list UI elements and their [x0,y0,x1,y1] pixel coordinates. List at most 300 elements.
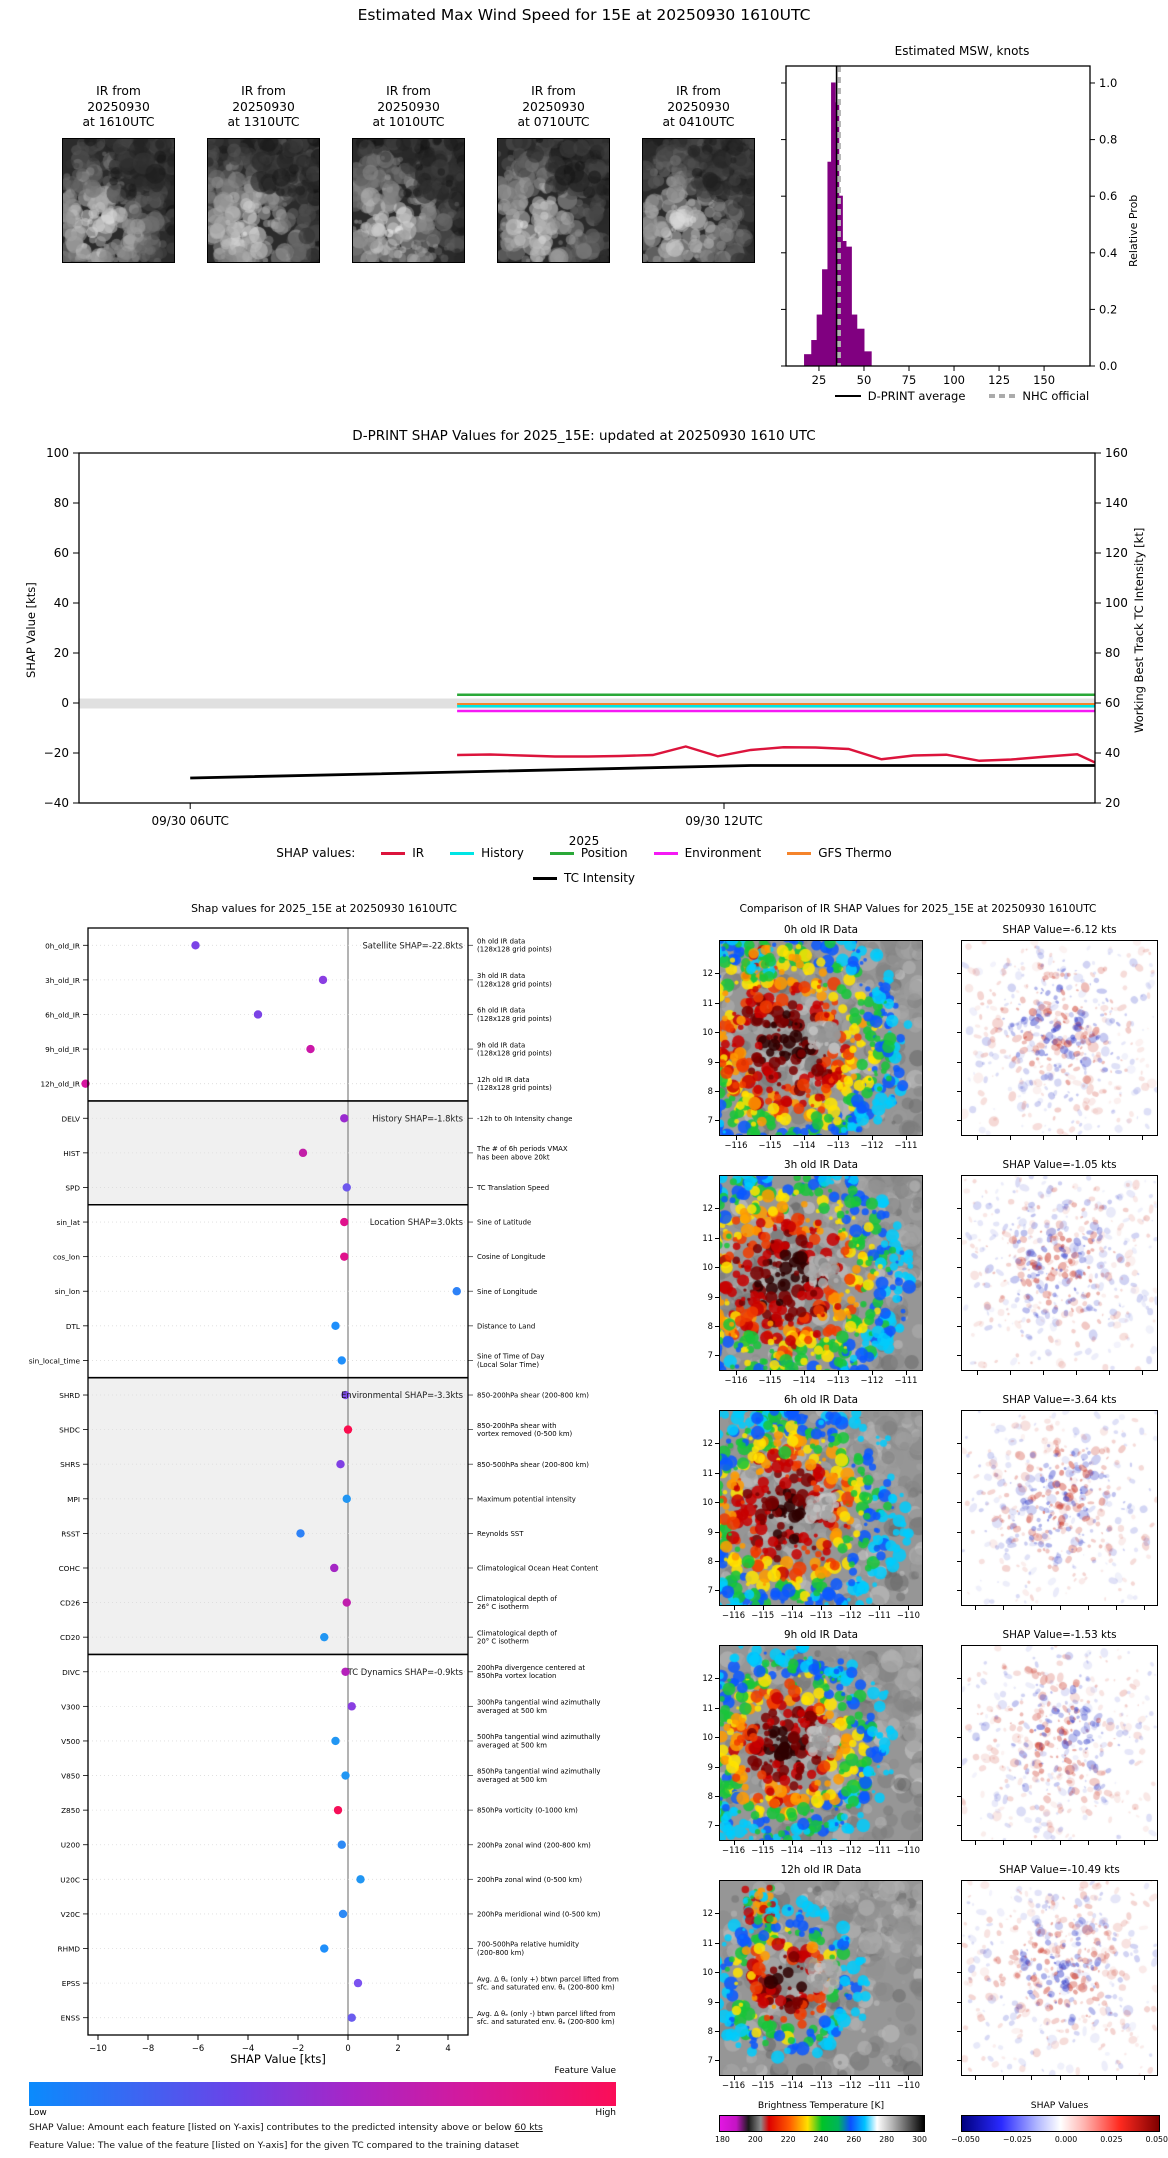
shap-dot [348,1702,356,1710]
lon-tick-label: −115 [758,1140,782,1150]
feature-description: 200hPa meridional wind (0-500 km) [477,1910,601,1919]
feature-description: (128x128 grid points) [477,1014,552,1023]
tick-mark [906,1371,907,1375]
feature-label: cos_lon [52,1252,80,1262]
feature-description: 850hPa tangential wind azimuthally [477,1767,601,1776]
feature-description: 500hPa tangential wind azimuthally [477,1733,601,1742]
y-tick-label-left: 60 [53,546,69,560]
colorbar-tick: −0.050 [951,2135,980,2144]
tick-mark [975,1606,976,1610]
shap-panel-title: SHAP Value=-10.49 kts [999,1864,1120,1876]
tick-mark [821,1606,822,1610]
feature-label: SHDC [59,1425,80,1435]
feature-description: (128x128 grid points) [477,980,552,989]
lon-tick-label: −110 [896,1845,920,1855]
tick-mark [1043,1371,1044,1375]
tick-mark [957,1473,961,1474]
colorbar-high-label: High [595,2108,616,2118]
timeseries-ylabel-right: Working Best Track TC Intensity [kt] [1132,527,1146,733]
lat-tick-label: 9 [707,1526,713,1537]
lat-tick-label: 12 [702,1438,713,1449]
lon-tick-label: −114 [780,2080,804,2090]
feature-description: 850-500hPa shear (200-800 km) [477,1460,589,1469]
tick-mark [715,2031,719,2032]
lat-tick-label: 9 [707,1996,713,2007]
lon-tick-label: −114 [780,1845,804,1855]
line-swatch [450,852,474,855]
tick-mark [957,1120,961,1121]
feature-label: SHRS [60,1460,80,1470]
ir-thumbnail-canvas [62,138,175,263]
feature-description: 700-500hPa relative humidity [477,1940,580,1949]
tick-mark [872,1371,873,1375]
feature-label: SHRD [59,1391,80,1401]
y-tick-label: 0.4 [1099,245,1118,260]
shap-dot [343,1598,351,1606]
feature-description: TC Translation Speed [477,1184,550,1193]
tick-mark [715,1003,719,1004]
feature-label: CD26 [60,1598,80,1608]
tick-mark [957,1326,961,1327]
ir-data-panel [719,1175,923,1371]
lat-tick-label: 11 [702,1467,713,1478]
tick-mark [957,1238,961,1239]
tick-mark [715,1796,719,1797]
ir-data-panel [719,1645,923,1841]
y-tick-label-right: 40 [1105,746,1121,760]
tick-mark [1088,1841,1089,1845]
y-tick-label: 0.8 [1099,132,1118,147]
ir-thumbnail-canvas [352,138,465,263]
ir-shap-canvas [961,1175,1158,1371]
timeseries-legend-row1 [0,846,1168,860]
x-tick-label: −8 [141,2043,155,2053]
tick-mark [957,2002,961,2003]
tick-mark [734,2076,735,2080]
line-swatch [381,852,405,855]
lat-tick-label: 10 [702,1732,713,1743]
lat-tick-label: 12 [702,1203,713,1214]
feature-label: 6h_old_IR [45,1010,80,1020]
tick-mark [957,1767,961,1768]
lat-tick-label: 10 [702,1497,713,1508]
y-tick-label-right: 160 [1105,446,1128,460]
lat-tick-label: 8 [707,1085,713,1096]
tick-mark [736,1371,737,1375]
lon-tick-label: −116 [724,1375,748,1385]
legend-item [787,846,892,860]
lat-tick-label: 9 [707,1291,713,1302]
tick-mark [715,2060,719,2061]
tick-mark [734,1606,735,1610]
series-ir [457,747,1095,763]
tick-mark [975,1841,976,1845]
tick-mark [715,1561,719,1562]
tick-mark [792,1841,793,1845]
shap-dot [348,2014,356,2022]
lat-tick-label: 8 [707,1790,713,1801]
legend-item [533,871,635,885]
colorbar-tick: 200 [747,2135,763,2144]
tick-mark [1109,1371,1110,1375]
y-tick-label-right: 140 [1105,496,1128,510]
ir-data-canvas [719,1410,923,1606]
feature-label: Z850 [61,1806,80,1816]
feature-label: MPI [67,1494,80,1504]
feature-label: SPD [65,1183,80,1193]
histogram-bar [812,341,817,366]
tick-mark [715,1120,719,1121]
feature-label: ENSS [60,2013,80,2023]
shap-dot [356,1875,364,1883]
shap-dot [343,1495,351,1503]
histogram-ylabel: Relative Prob [1127,194,1140,268]
tick-mark [1060,2076,1061,2080]
ir-thumbnail-caption: IR from 20250930 at 1310UTC [227,84,300,130]
ir-data-canvas [719,1880,923,2076]
feature-description: (200-800 km) [477,1948,525,1957]
x-tick-label: −2 [291,2043,305,2053]
tick-mark [908,2076,909,2080]
tick-mark [1003,2076,1004,2080]
tick-mark [872,1136,873,1140]
feature-description: sfc. and saturated env. θₑ (200-800 km) [477,2018,615,2027]
shap-dot [340,1114,348,1122]
shap-colorbar-ticks [951,2135,1168,2144]
y-tick-label-right: 120 [1105,546,1128,560]
colorbar-tick: 0.050 [1145,2135,1168,2144]
tick-mark [715,2002,719,2003]
shap-dot [344,1425,352,1433]
tick-mark [906,1136,907,1140]
feature-label: 0h_old_IR [45,941,80,951]
shap-dot [341,1771,349,1779]
tick-mark [957,1825,961,1826]
colorbar-tick: 240 [813,2135,829,2144]
lon-tick-label: −111 [867,1610,891,1620]
ir-thumbnail-caption: IR from 20250930 at 1010UTC [372,84,445,130]
feature-label: 9h_old_IR [45,1045,80,1055]
feature-label: sin_lon [54,1287,80,1297]
ir-shap-panel [961,1880,1158,2076]
ir-thumbnail [46,84,191,263]
lat-tick-label: 11 [702,1232,713,1243]
tick-mark [715,973,719,974]
tick-mark [957,1678,961,1679]
x-tick-label: 100 [943,373,966,387]
page-title: Estimated Max Wind Speed for 15E at 20250930 1610UTC [357,6,811,24]
feature-description: Avg. Δ θₑ (only +) btwn parcel lifted from [477,1975,619,1984]
tick-mark [1144,1606,1145,1610]
feature-description: averaged at 500 km [477,1741,547,1750]
lon-tick-label: −116 [722,2080,746,2090]
legend-label: IR [412,846,425,860]
feature-description: 850-200hPa shear (200-800 km) [477,1391,589,1400]
lat-tick-label: 7 [707,1115,713,1126]
footnote-underlined: 60 kts [514,2122,543,2133]
feature-label: CD20 [60,1633,80,1643]
tick-mark [957,1502,961,1503]
feature-label: DIVC [62,1667,80,1677]
lat-tick-label: 10 [702,1027,713,1038]
ir-thumbnail [626,84,771,263]
tick-mark [957,2031,961,2032]
group-header: TC Dynamics SHAP=-0.9kts [347,1666,463,1677]
lon-tick-label: −114 [780,1610,804,1620]
tick-mark [957,1032,961,1033]
tick-mark [957,1532,961,1533]
lon-tick-label: −111 [894,1140,918,1150]
legend-label: Environment [684,846,762,860]
tick-mark [715,1355,719,1356]
histogram-bar [805,355,812,366]
feature-label: sin_local_time [28,1356,80,1366]
y-tick-label-right: 20 [1105,796,1121,810]
tick-mark [715,1825,719,1826]
tick-mark [763,2076,764,2080]
lon-tick-label: −115 [751,1845,775,1855]
lon-tick-label: −110 [896,2080,920,2090]
shap-dot [254,1010,262,1018]
shap-panel-title: SHAP Value=-6.12 kts [1002,924,1117,936]
feature-description: 12h old IR data [477,1075,530,1084]
ir-panel-title: 6h old IR Data [783,1394,859,1406]
legend-item [450,846,524,860]
lon-tick-label: −115 [758,1375,782,1385]
lat-tick-label: 7 [707,1585,713,1596]
shap-dot [331,1737,339,1745]
group-header: Location SHAP=3.0kts [369,1217,463,1228]
tick-mark [1031,1606,1032,1610]
shap-dot [299,1149,307,1157]
lon-tick-label: −110 [896,1610,920,1620]
shap-dot [320,1944,328,1952]
x-tick-label: 150 [1033,373,1056,387]
timeseries-title: D-PRINT SHAP Values for 2025_15E: updated at 20250930 1610 UTC [352,428,816,444]
lat-tick-label: 9 [707,1761,713,1772]
histogram-legend [756,389,1168,403]
tick-mark [957,1737,961,1738]
ir-panel-title: 0h old IR Data [783,924,859,936]
tick-mark [734,1841,735,1845]
lon-tick-label: −111 [894,1375,918,1385]
shap-dot [330,1564,338,1572]
lon-tick-label: −113 [809,1845,833,1855]
tick-mark [957,2060,961,2061]
tick-mark [879,1606,880,1610]
ir-data-panel [719,940,923,1136]
tick-mark [763,1841,764,1845]
timeseries-legend-row2 [0,871,1168,885]
feature-description: 9h old IR data [477,1041,526,1050]
feature-value-colorbar [29,2082,616,2106]
ir-shap-canvas [961,940,1158,1136]
tick-mark [879,1841,880,1845]
histogram-bar [846,247,851,366]
lat-tick-label: 7 [707,2055,713,2066]
feature-description: has been above 20kt [477,1153,550,1162]
lon-tick-label: −116 [722,1610,746,1620]
shap-dot [338,1841,346,1849]
ir-thumbnail [191,84,336,263]
msw-histogram [756,30,1168,390]
tick-mark [1116,2076,1117,2080]
ir-thumbnail-caption: IR from 20250930 at 0710UTC [517,84,590,130]
y-tick-label-right: 80 [1105,646,1121,660]
tick-mark [1043,1136,1044,1140]
tick-mark [850,2076,851,2080]
ir-panel-title: 12h old IR Data [780,1864,862,1876]
y-tick-label-right: 60 [1105,696,1121,710]
tick-mark [1142,1136,1143,1140]
shap-dot [319,976,327,984]
tick-mark [957,1091,961,1092]
dashed-line-swatch [989,394,1015,398]
x-tick-label: 0 [345,2043,351,2053]
tick-mark [792,1606,793,1610]
tick-mark [977,1371,978,1375]
tick-mark [1076,1371,1077,1375]
tick-mark [715,1913,719,1914]
tick-mark [957,1208,961,1209]
colorbar-tick: 0.025 [1100,2135,1123,2144]
feature-label: V20C [60,1909,80,1919]
feature-description: (128x128 grid points) [477,945,552,954]
legend-item [550,846,628,860]
feature-label: V850 [61,1771,80,1781]
legend-item [654,846,762,860]
feature-label: V500 [61,1736,80,1746]
tick-mark [957,1913,961,1914]
x-tick-label: −10 [89,2043,107,2053]
shap-dot [320,1633,328,1641]
comparison-title: Comparison of IR SHAP Values for 2025_15E at 20250930 1610UTC [739,903,1097,915]
tick-mark [821,1841,822,1845]
tick-mark [715,1590,719,1591]
feature-label: U200 [60,1840,80,1850]
tick-mark [957,1590,961,1591]
ir-shap-panel [961,1175,1158,1371]
lat-tick-label: 11 [702,1702,713,1713]
colorbar-tick: 260 [846,2135,862,2144]
histogram-bar [823,270,828,366]
lat-tick-label: 10 [702,1967,713,1978]
histogram-title: Estimated MSW, knots [894,44,1030,58]
x-tick-label: 50 [856,373,872,387]
feature-description: 0h old IR data [477,937,526,946]
tick-mark [770,1371,771,1375]
tick-mark [715,1943,719,1944]
bt-colorbar-label: Brightness Temperature [K] [757,2100,885,2111]
lon-tick-label: −112 [860,1375,884,1385]
y-tick-label-left: −20 [43,746,69,760]
shap-dot [296,1529,304,1537]
timeseries-xlabel: 2025 [568,834,600,848]
histogram-bar [817,315,822,366]
colorbar-tick: 280 [879,2135,895,2144]
line-swatch [550,852,574,855]
histogram-bar [851,315,856,366]
tick-mark [792,2076,793,2080]
tick-mark [957,1297,961,1298]
x-tick-label: −6 [191,2043,205,2053]
tick-mark [957,973,961,974]
tick-mark [975,2076,976,2080]
feature-label: sin_lat [56,1218,80,1228]
legend-title: SHAP values: [276,846,356,860]
shap-colorbar [961,2115,1160,2132]
ir-data-panel [719,1880,923,2076]
bt-colorbar-ticks [715,2135,927,2144]
tick-mark [1031,1841,1032,1845]
x-tick-label: 4 [445,2043,451,2053]
feature-value-colorbar-label: Feature Value [554,2066,616,2076]
feature-description: Reynolds SST [477,1529,524,1538]
legend-label: TC Intensity [563,871,636,885]
tick-mark [804,1371,805,1375]
tick-mark [957,1062,961,1063]
histogram-bar [842,241,846,366]
ir-shap-canvas [961,1410,1158,1606]
feature-label: RHMD [57,1944,80,1954]
feature-label: U20C [60,1875,80,1885]
lon-tick-label: −112 [860,1140,884,1150]
legend-item [989,389,1089,403]
ir-shap-panel [961,1410,1158,1606]
feature-description: Avg. Δ θₑ (only -) btwn parcel lifted from [477,2009,616,2018]
feature-label: 12h_old_IR [40,1079,80,1089]
feature-description: 200hPa zonal wind (0-500 km) [477,1875,583,1884]
y-tick-label-left: −40 [43,796,69,810]
tick-mark [715,1678,719,1679]
x-tick-label: −4 [241,2043,255,2053]
lat-tick-label: 8 [707,1320,713,1331]
shap-dot [343,1183,351,1191]
lon-tick-label: −114 [792,1375,816,1385]
lon-tick-label: −113 [826,1375,850,1385]
feature-description: vortex removed (0-500 km) [477,1430,573,1439]
feature-description: -12h to 0h Intensity change [477,1114,573,1123]
tick-mark [1010,1371,1011,1375]
ir-shap-panel [961,1645,1158,1841]
feature-label: V300 [61,1702,80,1712]
tick-mark [1003,1841,1004,1845]
colorbar-tick: 220 [780,2135,796,2144]
shap-dot [336,1460,344,1468]
histogram-bar [832,83,836,366]
tick-mark [1116,1606,1117,1610]
ir-data-canvas [719,940,923,1136]
legend-label: NHC official [1022,389,1090,403]
y-tick-label-left: 80 [53,496,69,510]
tick-mark [908,1841,909,1845]
lon-tick-label: −112 [838,1845,862,1855]
tick-mark [715,1208,719,1209]
tick-mark [1116,1841,1117,1845]
lon-tick-label: −115 [751,2080,775,2090]
feature-description: averaged at 500 km [477,1775,547,1784]
tick-mark [715,1238,719,1239]
tick-mark [1031,2076,1032,2080]
legend-label: Position [580,846,628,860]
feature-description: Climatological Ocean Heat Content [477,1564,599,1573]
x-tick-label: 2 [395,2043,401,2053]
feature-description: (128x128 grid points) [477,1084,552,1093]
feature-description: Sine of Time of Day [477,1352,545,1361]
ir-thumbnail-canvas [497,138,610,263]
shap-dot [338,1356,346,1364]
colorbar-tick: 300 [912,2135,927,2144]
